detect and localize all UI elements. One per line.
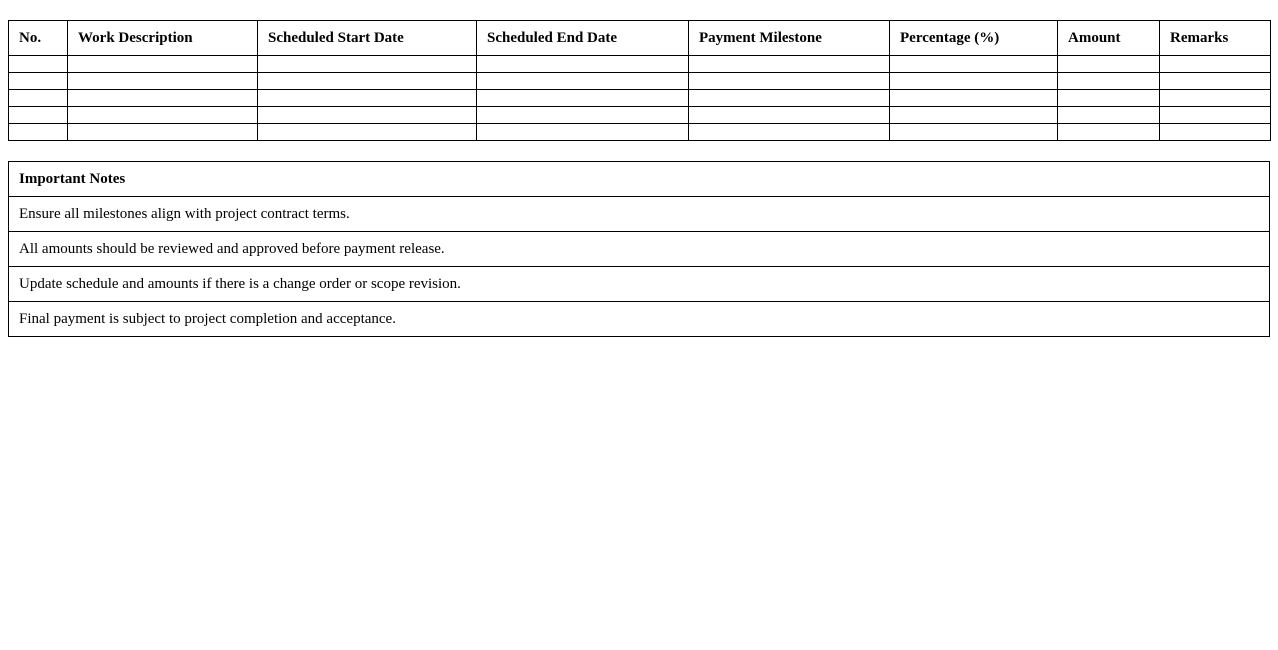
table-cell — [9, 56, 68, 73]
column-header-scheduled-start-date: Scheduled Start Date — [258, 21, 477, 56]
table-cell — [1058, 73, 1160, 90]
notes-header-row — [9, 162, 1270, 197]
table-header-row — [9, 21, 1271, 56]
table-cell — [1160, 124, 1271, 141]
table-cell — [477, 73, 689, 90]
table-cell — [890, 107, 1058, 124]
table-cell — [1160, 90, 1271, 107]
table-cell — [477, 90, 689, 107]
column-header-payment-milestone: Payment Milestone — [689, 21, 890, 56]
notes-heading: Important Notes — [9, 162, 1270, 197]
table-cell — [258, 73, 477, 90]
column-header-remarks: Remarks — [1160, 21, 1271, 56]
list-item — [9, 267, 1270, 302]
table-cell — [1160, 107, 1271, 124]
column-header-no: No. — [9, 21, 68, 56]
table-cell — [1160, 73, 1271, 90]
table-cell — [1058, 90, 1160, 107]
table-row — [9, 73, 1271, 90]
table-cell — [258, 90, 477, 107]
table-cell — [890, 124, 1058, 141]
table-cell — [1160, 56, 1271, 73]
note-text: Update schedule and amounts if there is a change order or scope revision. — [9, 267, 1270, 302]
table-cell — [890, 90, 1058, 107]
list-item — [9, 302, 1270, 337]
column-header-work-description: Work Description — [68, 21, 258, 56]
table-cell — [1058, 56, 1160, 73]
important-notes-table — [8, 161, 1270, 337]
list-item — [9, 197, 1270, 232]
table-row — [9, 56, 1271, 73]
table-cell — [890, 73, 1058, 90]
column-header-scheduled-end-date: Scheduled End Date — [477, 21, 689, 56]
table-cell — [9, 124, 68, 141]
table-cell — [689, 124, 890, 141]
table-cell — [689, 107, 890, 124]
table-cell — [9, 90, 68, 107]
table-cell — [258, 56, 477, 73]
table-cell — [68, 107, 258, 124]
note-text: Ensure all milestones align with project contract terms. — [9, 197, 1270, 232]
table-cell — [477, 124, 689, 141]
table-cell — [890, 56, 1058, 73]
table-row — [9, 124, 1271, 141]
table-cell — [9, 73, 68, 90]
table-row — [9, 90, 1271, 107]
table-cell — [68, 56, 258, 73]
table-cell — [258, 107, 477, 124]
column-header-percentage: Percentage (%) — [890, 21, 1058, 56]
table-cell — [689, 90, 890, 107]
list-item — [9, 232, 1270, 267]
table-cell — [1058, 124, 1160, 141]
note-text: Final payment is subject to project completion and acceptance. — [9, 302, 1270, 337]
note-text: All amounts should be reviewed and approved before payment release. — [9, 232, 1270, 267]
column-header-amount: Amount — [1058, 21, 1160, 56]
table-cell — [258, 124, 477, 141]
table-cell — [68, 73, 258, 90]
table-cell — [68, 124, 258, 141]
table-cell — [477, 107, 689, 124]
table-cell — [68, 90, 258, 107]
table-cell — [477, 56, 689, 73]
table-cell — [1058, 107, 1160, 124]
table-cell — [689, 56, 890, 73]
table-row — [9, 107, 1271, 124]
table-cell — [9, 107, 68, 124]
payment-schedule-table — [8, 20, 1271, 141]
table-cell — [689, 73, 890, 90]
